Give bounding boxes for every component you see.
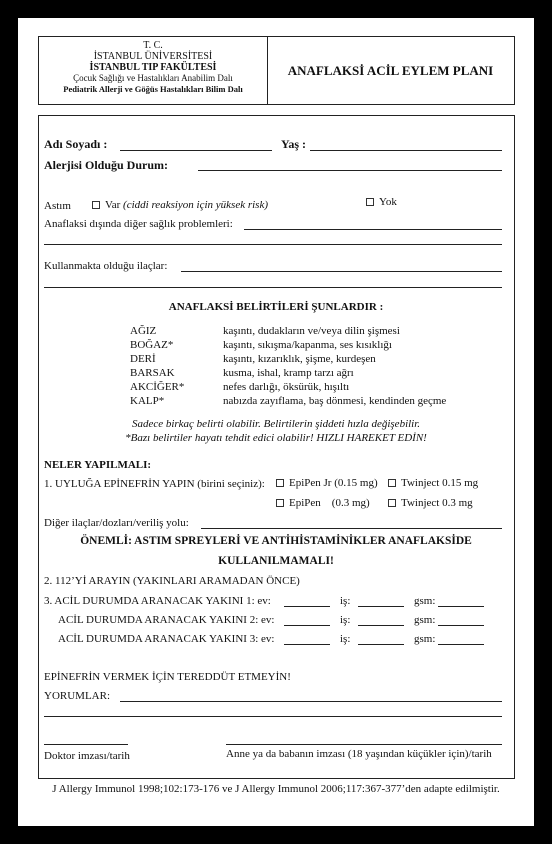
contact-1-gsm-label: gsm: — [414, 595, 436, 607]
symptom-organ: BARSAK — [130, 367, 175, 379]
university-name: İSTANBUL ÜNİVERSİTESİ — [93, 51, 213, 62]
other-health-label: Anaflaksi dışında diğer sağlık problemleri: — [44, 218, 233, 230]
twinject-015-option[interactable] — [388, 477, 478, 489]
symptom-organ: KALP* — [130, 395, 165, 407]
name-label: Adı Soyadı : — [44, 137, 108, 151]
symptom-organ: BOĞAZ* — [130, 339, 174, 351]
comments-label: YORUMLAR: — [44, 690, 111, 702]
other-drugs-label: Diğer ilaçlar/dozları/veriliş yolu: — [44, 517, 189, 529]
allergy-field[interactable] — [198, 170, 502, 171]
epipen-option[interactable] — [276, 497, 370, 509]
contact-3-label: ACİL DURUMDA ARANACAK YAKINI 3: ev: — [58, 633, 275, 645]
symptom-desc: nabızda zayıflama, baş dönmesi, kendinden geçme — [223, 395, 447, 407]
twinject-015-label: Twinject 0.15 mg — [401, 477, 479, 489]
contact-2-home-field[interactable] — [284, 625, 330, 626]
faculty-name: İSTANBUL TIP FAKÜLTESİ — [89, 62, 217, 73]
step-2-label: 2. 112’Yİ ARAYIN (YAKINLARI ARAMADAN ÖNCE) — [44, 575, 300, 587]
symptom-organ: AĞIZ — [130, 325, 157, 337]
symptoms-note-1: Sadece birkaç belirti olabilir. Belirtilerin şiddeti hızla değişebilir. — [131, 418, 421, 430]
asthma-no-label: Yok — [379, 196, 397, 208]
twinject-03-option[interactable] — [388, 497, 473, 509]
warning-line-1: ÖNEMLİ: ASTIM SPREYLERİ VE ANTİHİSTAMİNİKLER ANAFLAKSİDE — [80, 535, 472, 547]
plan-title: ANAFLAKSİ ACİL EYLEM PLANI — [287, 63, 494, 78]
parent-signature-label: Anne ya da babanın imzası (18 yaşından küçükler için)/tarih — [226, 748, 492, 760]
twinject-015-checkbox[interactable] — [388, 479, 396, 487]
other-health-field-2[interactable] — [44, 244, 502, 245]
asthma-no-checkbox[interactable] — [366, 198, 374, 206]
tc-label: T. C. — [143, 40, 163, 51]
symptom-desc: kaşıntı, sıkışma/kapanma, ses kısıklığı — [223, 339, 392, 351]
contact-2-label: ACİL DURUMDA ARANACAK YAKINI 2: ev: — [58, 614, 275, 626]
asthma-no-option[interactable] — [366, 196, 397, 208]
epipen-label: EpiPen (0.3 mg) — [289, 497, 370, 509]
symptom-organ: DERİ — [130, 353, 156, 365]
symptom-desc: kaşıntı, kızarıklık, şişme, kurdeşen — [223, 353, 376, 365]
contact-1-work-field[interactable] — [358, 606, 404, 607]
asthma-yes-checkbox[interactable] — [92, 201, 100, 209]
contact-1-home-field[interactable] — [284, 606, 330, 607]
actions-heading: NELER YAPILMALI: — [44, 459, 152, 471]
twinject-03-label: Twinject 0.3 mg — [401, 497, 473, 509]
epipen-jr-label: EpiPen Jr (0.15 mg) — [289, 477, 378, 489]
doctor-signature-label: Doktor imzası/tarih — [44, 750, 130, 762]
comments-field-2[interactable] — [44, 716, 502, 717]
contact-2-gsm-label: gsm: — [414, 614, 436, 626]
twinject-03-checkbox[interactable] — [388, 499, 396, 507]
epipen-checkbox[interactable] — [276, 499, 284, 507]
division-name: Pediatrik Allerji ve Göğüs Hastalıkları Bilim Dalı — [63, 84, 243, 94]
institution-block — [39, 40, 267, 95]
allergy-label: Alerjisi Olduğu Durum: — [44, 158, 169, 172]
epipen-jr-checkbox[interactable] — [276, 479, 284, 487]
asthma-yes-option[interactable] — [92, 199, 268, 211]
footer-citation: J Allergy Immunol 1998;102:173-176 ve J Allergy Immunol 2006;117:367-377’den adapte edilmiştir. — [52, 783, 500, 795]
contact-1-label: 3. ACİL DURUMDA ARANACAK YAKINI 1: ev: — [44, 595, 271, 607]
contact-3-gsm-field[interactable] — [438, 644, 484, 645]
symptoms-heading: ANAFLAKSİ BELİRTİLERİ ŞUNLARDIR : — [168, 301, 384, 313]
medications-field-2[interactable] — [44, 287, 502, 288]
department-name: Çocuk Sağlığı ve Hastalıkları Anabilim Dalı — [73, 73, 233, 83]
header-box — [38, 36, 515, 105]
epipen-jr-option[interactable] — [276, 477, 378, 489]
contact-3-work-label: iş: — [340, 633, 351, 645]
symptom-organ: AKCİĞER* — [130, 381, 185, 393]
other-drugs-field[interactable] — [201, 528, 502, 529]
asthma-label: Astım — [44, 200, 71, 212]
warning-line-2: KULLANILMAMALI! — [218, 555, 334, 567]
contact-3-work-field[interactable] — [358, 644, 404, 645]
parent-signature-field[interactable] — [226, 744, 502, 745]
symptoms-note-2: *Bazı belirtiler hayatı tehdit edici olabilir! HIZLI HAREKET EDİN! — [125, 432, 427, 444]
contact-2-work-field[interactable] — [358, 625, 404, 626]
contact-3-gsm-label: gsm: — [414, 633, 436, 645]
symptom-desc: nefes darlığı, öksürük, hışıltı — [223, 381, 350, 393]
medications-field[interactable] — [181, 271, 502, 272]
symptom-desc: kusma, ishal, kramp tarzı ağrı — [223, 367, 354, 379]
medications-label: Kullanmakta olduğu ilaçlar: — [44, 260, 168, 272]
no-hesitate-text: EPİNEFRİN VERMEK İÇİN TEREDDÜT ETMEYİN! — [44, 671, 291, 683]
age-field[interactable] — [310, 150, 502, 151]
contact-2-work-label: iş: — [340, 614, 351, 626]
doctor-signature-field[interactable] — [44, 744, 128, 745]
contact-3-home-field[interactable] — [284, 644, 330, 645]
contact-2-gsm-field[interactable] — [438, 625, 484, 626]
asthma-yes-note: (ciddi reaksiyon için yüksek risk) — [123, 199, 269, 211]
form-page — [18, 18, 534, 826]
symptom-desc: kaşıntı, dudakların ve/veya dilin şişmesi — [223, 325, 400, 337]
other-health-field[interactable] — [244, 229, 502, 230]
contact-1-gsm-field[interactable] — [438, 606, 484, 607]
comments-field[interactable] — [120, 701, 502, 702]
step-1-label: 1. UYLUĞA EPİNEFRİN YAPIN (birini seçiniz): — [44, 478, 265, 490]
asthma-yes-label: Var — [105, 199, 121, 211]
age-label: Yaş : — [281, 137, 307, 151]
contact-1-work-label: iş: — [340, 595, 351, 607]
name-field[interactable] — [120, 150, 272, 151]
